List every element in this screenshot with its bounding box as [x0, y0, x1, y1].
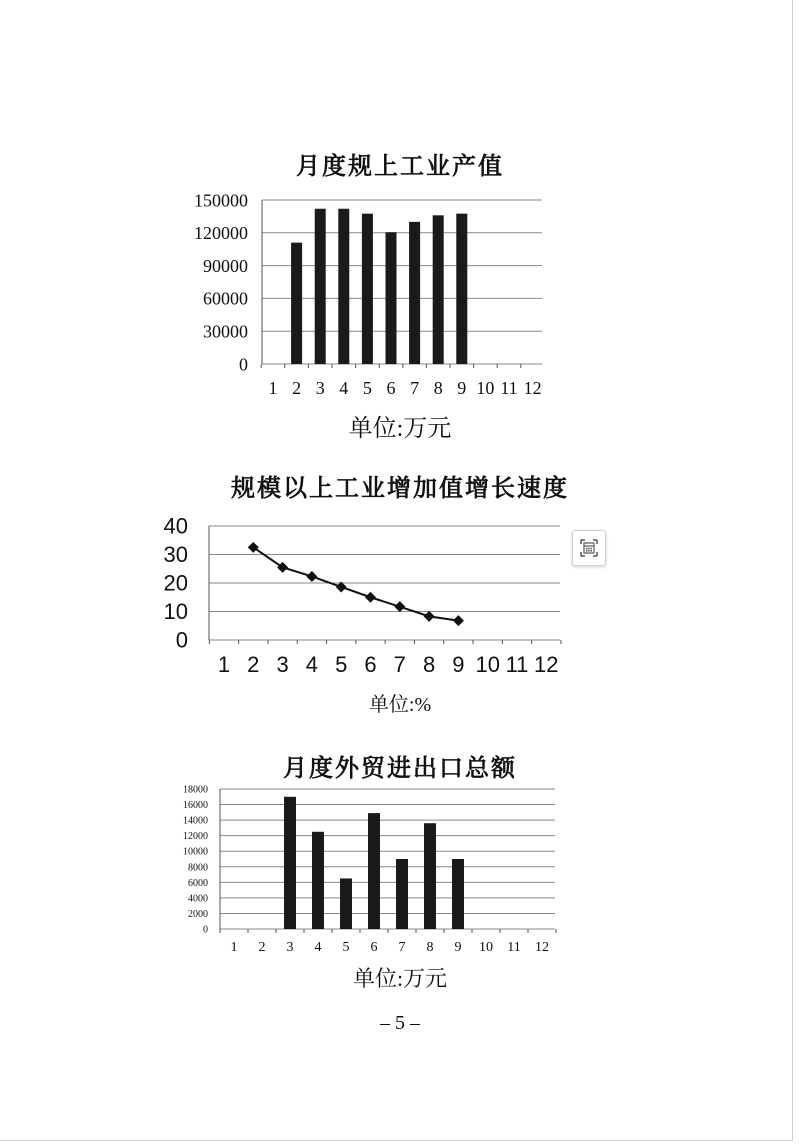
chart1-x-tick-label: 11 [500, 378, 518, 398]
chart3-y-tick-label: 14000 [183, 815, 208, 827]
chart1-x-tick-label: 6 [386, 378, 396, 398]
chart2-x-tick-label: 6 [364, 652, 377, 677]
chart1-y-tick-label: 90000 [203, 255, 248, 276]
chart3-x-tick-label: 3 [286, 940, 294, 955]
chart3-y-tick-label: 12000 [183, 831, 208, 843]
chart2-x-tick-label: 2 [247, 652, 260, 677]
chart1-x-tick-label: 4 [339, 378, 349, 398]
chart1-y-tick-label: 150000 [194, 190, 248, 211]
chart3-y-tick-label: 6000 [188, 877, 208, 889]
chart1-x-tick-label: 12 [523, 378, 542, 398]
chart3-x-tick-label: 8 [426, 940, 434, 955]
chart2-y-tick-label: 0 [175, 627, 188, 653]
chart2-y-tick-label: 30 [163, 542, 188, 568]
chart3-x-tick-label: 4 [314, 940, 322, 955]
chart3-bar [452, 859, 464, 929]
chart2-x-tick-label: 12 [534, 652, 559, 677]
chart2-y-tick-label: 40 [163, 513, 188, 539]
chart3-bar [312, 832, 324, 929]
chart3-bar [368, 813, 380, 929]
chart3-x-tick-label: 10 [479, 940, 493, 955]
chart3-y-tick-label: 8000 [188, 862, 208, 874]
chart3-y-tick-label: 2000 [188, 908, 208, 920]
chart3-y-tick-label: 10000 [183, 846, 208, 858]
chart3-x-tick-label: 2 [258, 940, 266, 955]
chart3-unit-label: 单位:万元 [352, 966, 448, 991]
chart3-title: 月度外贸进出口总额 [283, 754, 517, 782]
chart2-y-tick-label: 20 [163, 570, 188, 596]
chart2-x-tick-label: 10 [475, 652, 500, 677]
chart1-unit-label: 单位:万元 [348, 416, 452, 442]
chart3-bar [340, 878, 352, 929]
chart3-x-tick-label: 6 [370, 940, 378, 955]
chart1-y-tick-label: 60000 [203, 288, 248, 309]
chart2-x-tick-label: 4 [305, 652, 319, 677]
chart3-bar [424, 823, 436, 929]
chart1-y-tick-label: 0 [239, 354, 248, 375]
chart3-x-tick-label: 11 [507, 940, 521, 955]
chart2-x-tick-label: 3 [276, 652, 289, 677]
chart2-x-tick-label: 7 [393, 652, 406, 677]
chart1-x-tick-label: 5 [362, 378, 372, 398]
chart2-y-tick-label: 10 [163, 599, 188, 625]
chart3-y-tick-label: 0 [203, 924, 208, 936]
chart1-x-tick-label: 10 [476, 378, 495, 398]
chart3-x-tick-label: 1 [230, 940, 238, 955]
chart2-x-tick-label: 5 [335, 652, 348, 677]
chart3-x-tick-label: 7 [398, 940, 406, 955]
chart1-x-tick-label: 9 [457, 378, 467, 398]
chart3-bar [284, 797, 296, 929]
chart3-x-tick-label: 5 [342, 940, 350, 955]
page-number: – 5 – [380, 1012, 420, 1034]
chart3-y-tick-label: 18000 [183, 784, 208, 796]
chart3-x-tick-label: 12 [535, 940, 549, 955]
chart3-x-tick-label: 9 [454, 940, 462, 955]
chart1-x-tick-label: 7 [410, 378, 420, 398]
chart2-x-tick-label: 1 [217, 652, 231, 677]
chart1-title: 月度规上工业产值 [296, 152, 504, 180]
chart1-x-tick-label: 1 [268, 378, 278, 398]
chart1-x-tick-label: 2 [292, 378, 302, 398]
chart2-x-tick-label: 8 [422, 652, 436, 677]
chart2-x-tick-label: 9 [452, 652, 465, 677]
chart1-x-tick-label: 8 [433, 378, 443, 398]
chart3-bar [396, 859, 408, 929]
chart1-y-tick-label: 120000 [194, 223, 248, 244]
chart3-y-tick-label: 4000 [188, 893, 208, 905]
chart2-unit-label: 单位:% [368, 694, 432, 716]
chart2-title: 规模以上工业增加值增长速度 [231, 474, 569, 502]
chart1-y-tick-label: 30000 [203, 321, 248, 342]
chart1-x-tick-label: 3 [315, 378, 325, 398]
chart3-y-tick-label: 16000 [183, 800, 208, 812]
chart2-x-tick-label: 11 [505, 652, 529, 677]
